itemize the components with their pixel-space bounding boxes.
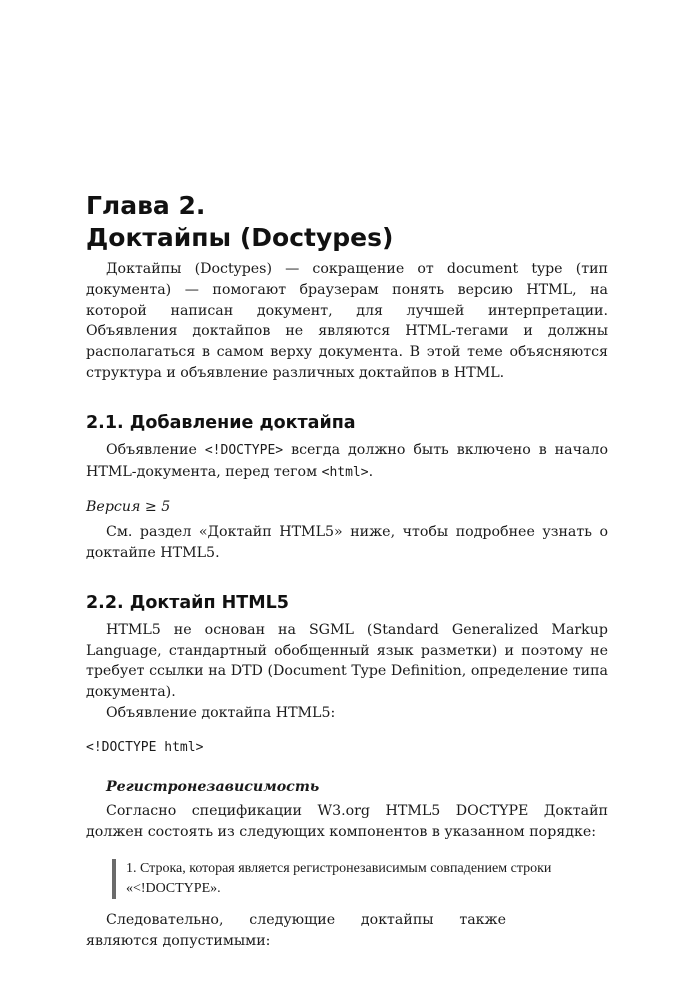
code-doctype-html: <!DOCTYPE html> (86, 739, 204, 755)
document-page (86, 190, 608, 952)
version-label: Версия ≥ 5 (86, 499, 171, 516)
spec-quote-text: 1. Строка, которая является регистронезависимым совпадением строки «<!DOCTYPE». (126, 860, 552, 896)
chapter-title-line2: Доктайпы (Doctypes) (86, 223, 394, 252)
section-2-2-para3: Согласно спецификации W3.org HTML5 DOCTYPE Доктайп должен состоять из следующих компонентов в указанном порядке: (86, 803, 608, 841)
section-2-1-note: См. раздел «Доктайп HTML5» ниже, чтобы подробнее узнать о доктайпе HTML5. (86, 524, 608, 561)
s21-text-middle: всегда должно быть включено в начало HTML-документа, перед тегом (86, 441, 608, 480)
chapter-title-line1: Глава 2. (86, 191, 206, 220)
section-2-1-paragraph (86, 440, 608, 484)
section-2-2-para4: Следовательно, следующие доктайпы также являются допустимыми: (86, 911, 506, 949)
s21-code-html: <html> (321, 464, 369, 480)
section-2-2-para2: Объявление доктайпа HTML5: (106, 704, 336, 721)
section-2-2-para1: HTML5 не основан на SGML (Standard Generalized Markup Language, стандартный обобщенный язык разметки) и поэтому не требует ссылки на DTD (Document Type Definition, определение типа документа). (86, 621, 608, 701)
spec-quote (112, 859, 608, 899)
section-2-1-heading: 2.1. Добавление доктайпа (86, 412, 356, 433)
s21-code-doctype: <!DOCTYPE> (204, 442, 284, 458)
chapter-intro: Доктайпы (Doctypes) — сокращение от document type (тип документа) — помогают браузерам понять версию HTML, на которой написан документ, для лучшей интерпретации. Объявления доктайпов не являются HTML-тегами и должны располагаться в самом верху документа. В этой теме объясняются структура и объявление различных доктайпов в HTML. (86, 261, 608, 381)
case-insensitivity-subheading: Регистронезависимость (106, 778, 320, 795)
section-2-2-heading: 2.2. Доктайп HTML5 (86, 592, 289, 613)
chapter-title (86, 190, 608, 254)
s21-text-after: . (368, 463, 374, 480)
s21-text-before: Объявление (106, 441, 205, 458)
